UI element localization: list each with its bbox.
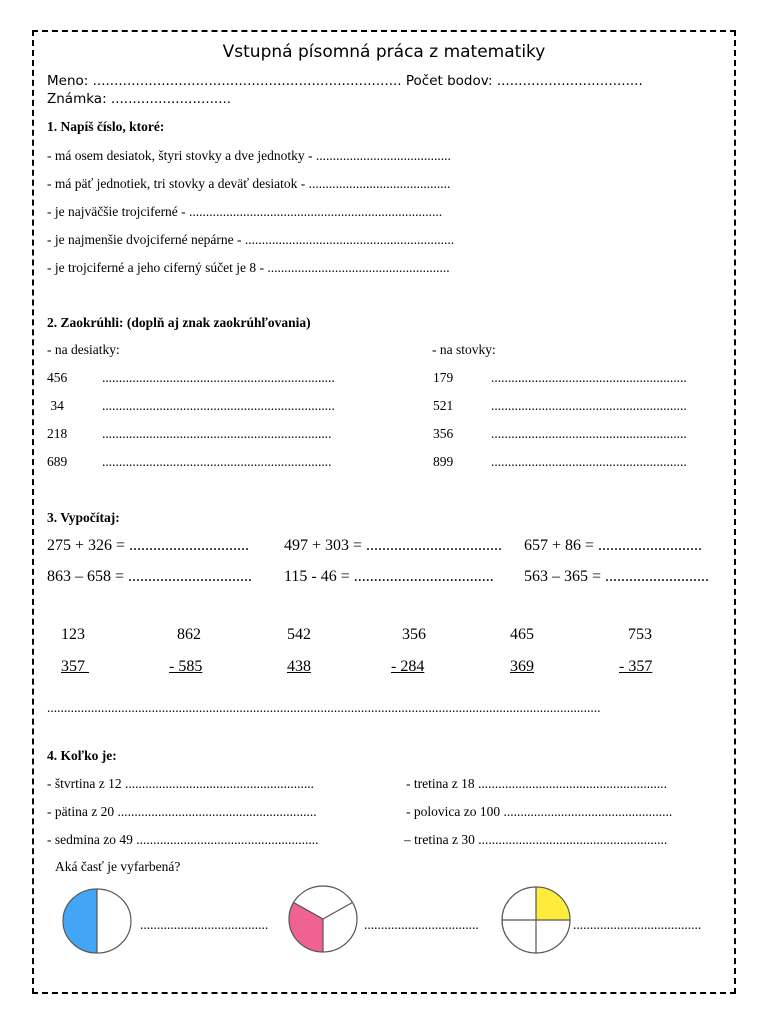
equation: 497 + 303 = .................................. [284,537,503,554]
fraction-item: - štvrtina z 12 ........................................................ [47,776,314,791]
task1-item: - je najmenšie dvojciferné nepárne - .............................................................. [47,232,455,247]
round-hundreds-number: 899 [433,454,454,469]
answer-line: .................................................................................................................................................................... [47,700,601,715]
quarter-shaded [536,887,570,920]
equation: 115 - 46 = ................................... [284,568,494,585]
half-circle-figure [60,887,134,955]
column-bottom: 438 [287,658,311,675]
task1-item: - má päť jednotiek, tri stovky a deväť desiatok - .......................................... [47,176,451,191]
equation: 863 – 658 = ............................... [47,568,253,585]
equation: 275 + 326 = .............................. [47,537,250,554]
round-tens-number: 456 [47,370,68,385]
round-tens-number: 689 [47,454,68,469]
column-top: 465 [510,626,534,643]
fraction-item: - pätina z 20 ........................................................... [47,804,317,819]
round-hundreds-label: - na stovky: [432,342,496,357]
equation: 563 – 365 = .......................... [524,568,710,585]
round-hundreds-dots: .......................................................... [491,370,687,385]
round-tens-label: - na desiatky: [47,342,120,357]
fraction-answer-dots: ...................................... [573,917,702,932]
column-bottom: - 357 [619,658,653,675]
equation: 657 + 86 = .......................... [524,537,703,554]
fraction-answer-dots: .................................. [364,917,479,932]
fraction-item: - sedmina zo 49 ...................................................... [47,832,319,847]
round-tens-dots: .................................................................... [102,454,332,469]
quarter-circle-figure [500,885,572,955]
round-tens-dots: ..................................................................... [102,398,335,413]
round-tens-number: 34 [47,398,64,413]
name-points-line: Meno: ........................................................................ Počet bodov: .................................. [47,73,643,89]
task1-item: - má osem desiatok, štyri stovky a dve jednotky - ........................................ [47,148,451,163]
column-bottom: - 284 [391,658,425,675]
round-hundreds-number: 521 [433,398,454,413]
column-top: 123 [61,626,85,643]
round-hundreds-number: 356 [433,426,454,441]
page-border [32,30,736,994]
shaded-part-question: Aká časť je vyfarbená? [55,859,181,874]
round-tens-dots: ..................................................................... [102,370,335,385]
column-bottom: - 585 [169,658,203,675]
round-tens-dots: .................................................................... [102,426,332,441]
column-top: 542 [287,626,311,643]
fraction-item: – tretina z 30 ........................................................ [404,832,668,847]
column-top: 753 [628,626,652,643]
round-tens-number: 218 [47,426,68,441]
page-title: Vstupná písomná práca z matematiky [222,42,546,62]
column-top: 862 [177,626,201,643]
third-circle-figure [287,884,359,954]
fraction-item: - polovica zo 100 .................................................. [406,804,673,819]
task4-heading: 4. Koľko je: [47,748,117,763]
fraction-answer-dots: ...................................... [140,917,269,932]
column-top: 356 [402,626,426,643]
task1-item: - je trojciferné a jeho ciferný súčet je 8 - ...................................................... [47,260,450,275]
fraction-item: - tretina z 18 ........................................................ [406,776,667,791]
task1-heading: 1. Napíš číslo, ktoré: [47,119,165,134]
column-bottom: 357 [61,658,89,675]
round-hundreds-dots: .......................................................... [491,454,687,469]
column-bottom: 369 [510,658,534,675]
round-hundreds-dots: .......................................................... [491,426,687,441]
task2-heading: 2. Zaokrúhli: (doplň aj znak zaokrúhľovania) [47,315,311,330]
task3-heading: 3. Vypočítaj: [47,510,120,525]
grade-line: Známka: ............................ [47,91,232,107]
round-hundreds-number: 179 [433,370,454,385]
task1-item: - je najväčšie trojciferné - ........................................................................... [47,204,443,219]
round-hundreds-dots: .......................................................... [491,398,687,413]
half-shaded [63,889,97,953]
